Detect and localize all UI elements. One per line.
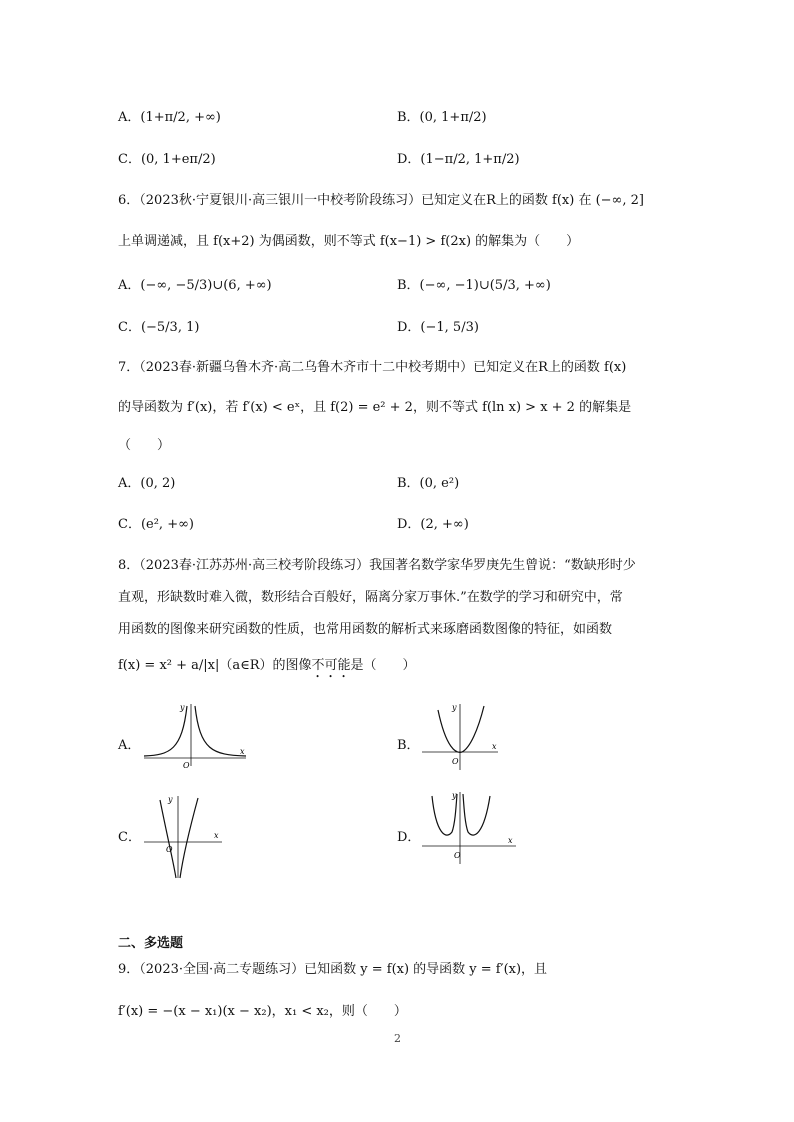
q8-option-c-label: C． [118,830,141,845]
q8-option-b-label: B． [397,738,420,753]
q6-stem-line2: 上单调递减，且 f(x+2) 为偶函数，则不等式 f(x−1) > f(2x) 的解集为（ ） [118,234,580,249]
q7-option-a: A．(0, 2) [118,476,176,491]
section-title: 二、多选题 [118,936,184,951]
graph-c-y-label: y [168,795,173,804]
q8-option-a-label: A． [118,738,141,753]
q8-stem-line3: 用函数的图像来研究函数的性质，也常用函数的解析式来琢磨函数图像的特征，如函数 [118,622,613,637]
graph-c-x-label: x [214,831,219,840]
q8-graph-b [418,700,528,775]
q8-graph-a [140,700,250,770]
q7-stem-line1: 7．（2023春·新疆乌鲁木齐·高二乌鲁木齐市十二中校考期中）已知定义在R上的函数 f(x) [118,360,627,375]
q5-option-a: A．(1+π/2, +∞) [118,110,221,125]
q8-stem-line4 [118,656,416,681]
q8-emphasis: 不可能 [311,658,351,673]
graph-a-x-label: x [240,747,245,756]
graph-d-x-label: x [508,836,513,845]
graph-a-y-label: y [180,703,185,712]
q8-graph-d [418,788,523,868]
q5-option-b: B．(0, 1+π/2) [397,110,487,125]
graph-b-y-label: y [452,703,457,712]
q7-option-c: C．(e², +∞) [118,517,194,532]
q7-option-d: D．(2, +∞) [397,517,469,532]
graph-d-origin: O [454,851,461,860]
q8-graph-c [140,790,230,885]
q7-stem-line3: （ ） [118,438,171,453]
graph-c-origin: O [166,845,173,854]
q6-option-c: C．(−5/3, 1) [118,320,200,335]
q9-stem-line2: f′(x) = −(x − x₁)(x − x₂)，x₁ < x₂，则（ ） [118,1004,407,1019]
page-number: 2 [394,1032,401,1045]
q8-stem-line1: 8．（2023春·江苏苏州·高三校考阶段练习）我国著名数学家华罗庚先生曾说：“数缺形时少 [118,558,636,573]
q7-stem-line2: 的导函数为 f′(x)，若 f′(x) < eˣ，且 f(2) = e² + 2，则不等式 f(ln x) > x + 2 的解集是 [118,400,632,415]
q6-option-d: D．(−1, 5/3) [397,320,479,335]
q8-formula: f(x) = x² + a/|x|（a∈R）的图像 [118,658,312,673]
q6-option-b: B．(−∞, −1)∪(5/3, +∞) [397,278,551,293]
graph-d-y-label: y [452,791,457,800]
q5-option-d: D．(1−π/2, 1+π/2) [397,152,520,167]
graph-a-origin: O [183,761,190,770]
q8-stem-line2: 直观，形缺数时难入微，数形结合百般好，隔离分家万事休.”在数学的学习和研究中，常 [118,590,623,605]
graph-b-x-label: x [492,742,497,751]
graph-b-origin: O [452,757,459,766]
q9-stem-line1: 9．（2023·全国·高二专题练习）已知函数 y = f(x) 的导函数 y = f′(x)，且 [118,962,548,977]
q6-option-a: A．(−∞, −5/3)∪(6, +∞) [118,278,272,293]
q6-stem-line1: 6．（2023秋·宁夏银川·高三银川一中校考阶段练习）已知定义在R上的函数 f(x) 在 (−∞, 2] [118,193,644,208]
q8-option-d-label: D． [397,830,421,845]
q8-stem-end: 是（ ） [350,658,416,673]
q5-option-c: C．(0, 1+eπ/2) [118,152,216,167]
q7-option-b: B．(0, e²) [397,476,460,491]
